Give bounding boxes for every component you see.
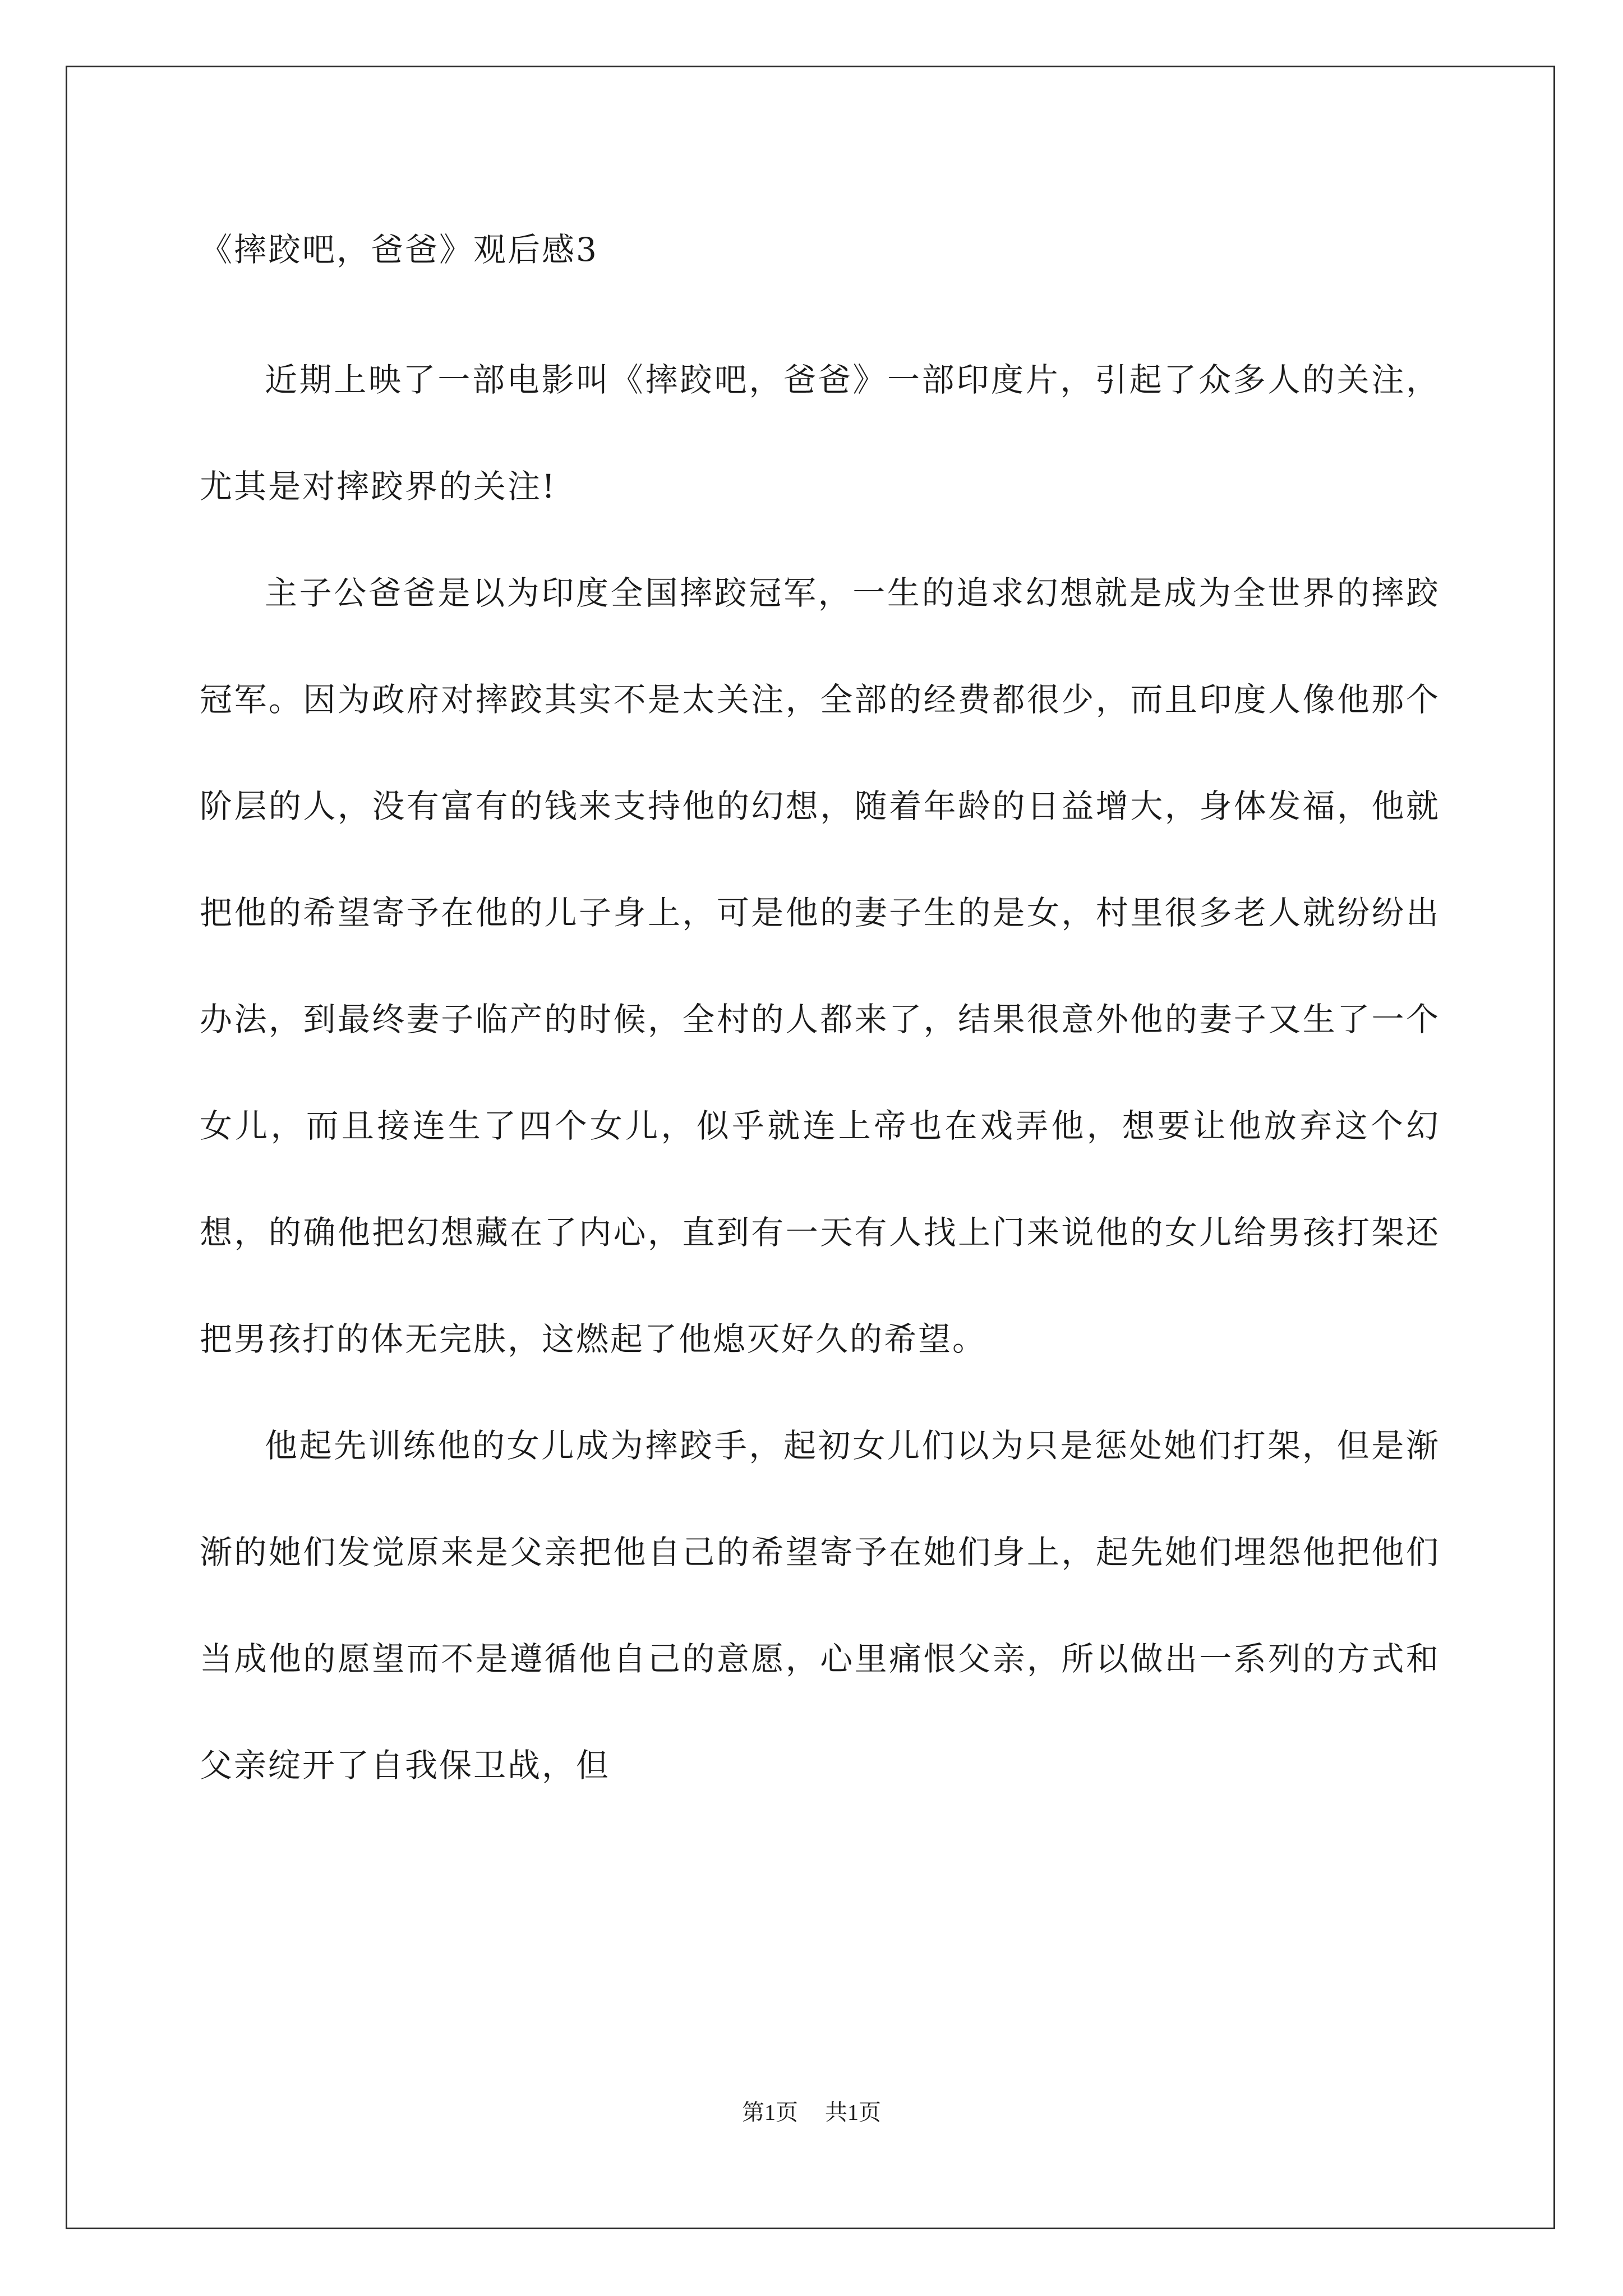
document-title: 《摔跤吧，爸爸》观后感3 <box>200 231 598 269</box>
paragraph-1: 近期上映了一部电影叫《摔跤吧，爸爸》一部印度片，引起了众多人的关注，尤其是对摔跤界的关注! <box>200 361 1440 505</box>
page-footer <box>0 2096 1623 2129</box>
paragraph-2: 主子公爸爸是以为印度全国摔跤冠军，一生的追求幻想就是成为全世界的摔跤冠军。因为政府对摔跤其实不是太关注，全部的经费都很少，而且印度人像他那个阶层的人，没有富有的钱来支持他的幻想，随着年龄的日益增大，身体发福，他就把他的希望寄予在他的儿子身上，可是他的妻子生的是女，村里很多老人就纷纷出办法，到最终妻子临产的时候，全村的人都来了，结果很意外他的妻子又生了一个女儿，而且接连生了四个女儿，似乎就连上帝也在戏弄他，想要让他放弃这个幻想，的确他把幻想藏在了内心，直到有一天有人找上门来说他的女儿给男孩打架还把男孩打的体无完肤，这燃起了他熄灭好久的希望。 <box>200 574 1440 1358</box>
document-body <box>200 213 1440 1819</box>
page-number: 第1页 <box>742 2100 798 2125</box>
page-total: 共1页 <box>825 2100 881 2125</box>
paragraph-3: 他起先训练他的女儿成为摔跤手，起初女儿们以为只是惩处她们打架，但是渐渐的她们发觉原来是父亲把他自己的希望寄予在她们身上，起先她们埋怨他把他们当成他的愿望而不是遵循他自己的意愿，心里痛恨父亲，所以做出一系列的方式和父亲绽开了自我保卫战，但 <box>200 1427 1440 1784</box>
